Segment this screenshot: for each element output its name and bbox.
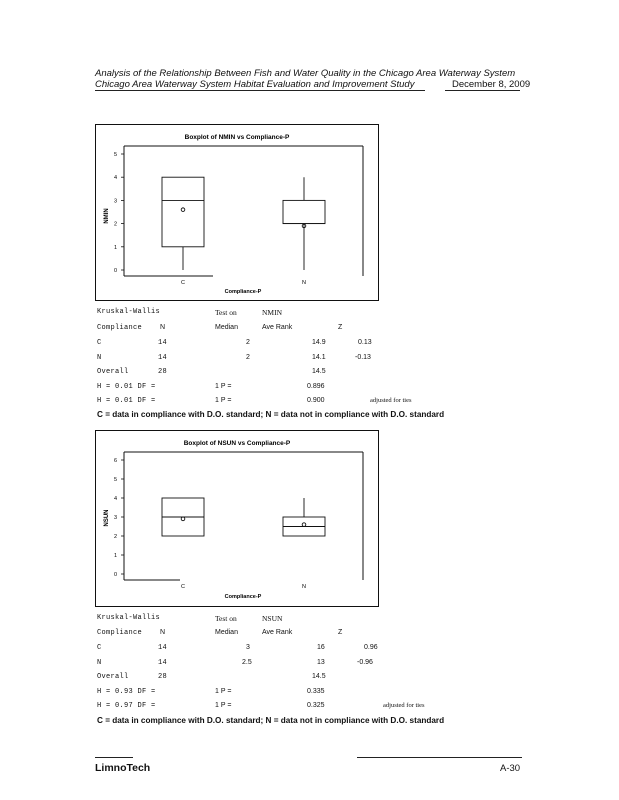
y-tick-label: 2 [113,534,117,540]
footer-page-number: A-30 [500,763,521,774]
y-tick-label: 4 [113,496,117,502]
row-rank: 14.5 [312,368,326,375]
section-nmin [95,124,380,302]
x-axis-label: Compliance-P [224,289,262,295]
y-tick-label: 6 [113,458,117,464]
header-subtitle: Chicago Area Waterway System Habitat Evaluation and Improvement Study [95,79,415,90]
x-category-label: C [181,584,185,590]
row-n: 14 [158,659,168,667]
row-label: C [97,644,102,652]
col-n: N [160,629,166,636]
y-tick-label: 1 [113,553,117,559]
row-z: 0.13 [358,339,372,346]
boxes [124,146,363,276]
section-nsun [95,430,380,608]
stat-p2-value: 0.900 [307,397,325,404]
x-category-label: N [302,280,306,286]
test-title: Kruskal-Wallis [97,308,161,316]
col-n: N [160,324,166,331]
y-ticks [114,152,124,274]
test-on-label: Test on [215,308,237,317]
row-median: 2.5 [242,659,252,666]
nmin-boxplot [95,124,380,302]
row-rank: 13 [317,659,325,666]
row-n: 28 [158,673,168,681]
x-category-label: C [181,280,185,286]
y-tick-label: 5 [113,477,117,483]
adjusted-note: adjusted for ties [370,397,412,404]
mean-marker-N [302,523,306,527]
row-n: 14 [158,644,168,652]
y-tick-label: 5 [113,152,117,158]
col-ave-rank: Ave Rank [262,629,293,636]
row-rank: 14.1 [312,354,326,361]
box-C [162,177,204,247]
y-tick-label: 1 [113,244,117,251]
header-title: Analysis of the Relationship Between Fish and Water Quality in the Chicago Area Waterway System [95,68,516,79]
footer-rule-left [95,757,133,758]
row-rank: 14.9 [312,339,326,346]
adjusted-note: adjusted for ties [383,702,425,709]
y-tick-label: 3 [113,515,117,521]
boxes [124,452,363,580]
row-label: Overall [97,673,129,681]
row-z: 0.96 [364,644,378,651]
x-category-label: N [302,584,306,590]
test-variable: NMIN [262,308,282,317]
stat-p1-value: 0.896 [307,383,325,390]
y-tick-label: 0 [113,572,117,578]
stat-h1: H = 0.01 DF = [97,383,156,391]
stat-p2-label: 1 P = [215,397,232,404]
y-tick-label: 4 [113,175,117,182]
col-compliance: Compliance [97,324,143,332]
footer-rule-right [357,757,522,758]
y-tick-label: 3 [113,198,117,205]
footer-company: LimnoTech [95,762,151,774]
stat-h1: H = 0.93 DF = [97,688,156,696]
header-rule-left [95,90,425,91]
col-median: Median [215,629,238,636]
y-axis-label: NSUN [104,509,110,527]
row-n: 14 [158,354,168,362]
col-compliance: Compliance [97,629,143,637]
test-on-label: Test on [215,614,237,623]
stat-p1-value: 0.335 [307,688,325,695]
nsun-boxplot [95,430,380,608]
row-label: Overall [97,368,129,376]
col-z: Z [338,324,343,331]
col-ave-rank: Ave Rank [262,324,293,331]
stat-h2: H = 0.01 DF = [97,397,156,405]
col-median: Median [215,324,238,331]
caption-nmin: C = data in compliance with D.O. standard; N = data not in compliance with D.O. standard [97,410,445,419]
row-n: 14 [158,339,168,347]
row-z: -0.96 [357,659,373,666]
row-z: -0.13 [355,354,371,361]
test-title: Kruskal-Wallis [97,614,161,622]
header-rule-right [445,90,520,91]
y-tick-label: 2 [113,221,117,228]
caption-nsun: C = data in compliance with D.O. standard; N = data not in compliance with D.O. standard [97,716,445,725]
x-categories [181,280,306,286]
stat-p2-label: 1 P = [215,702,232,709]
y-ticks [114,458,124,578]
mean-marker-C [181,208,185,212]
row-rank: 14.5 [312,673,326,680]
x-axis-label: Compliance-P [224,594,262,600]
mean-marker-C [181,517,185,521]
plot-title: Boxplot of NMIN vs Compliance-P [184,134,290,141]
header-date: December 8, 2009 [452,79,531,90]
stat-p1-label: 1 P = [215,688,232,695]
stat-h2: H = 0.97 DF = [97,702,156,710]
box-N [283,200,325,223]
row-rank: 16 [317,644,325,651]
stat-p2-value: 0.325 [307,702,325,709]
plot-frame [96,125,379,301]
row-label: C [97,339,102,347]
plot-title: Boxplot of NSUN vs Compliance-P [183,440,291,447]
x-categories [181,584,306,590]
row-label: N [97,659,102,667]
col-z: Z [338,629,343,636]
y-tick-label: 0 [113,268,117,274]
test-variable: NSUN [262,614,283,623]
row-label: N [97,354,102,362]
row-median: 3 [246,644,250,651]
y-axis-label: NMIN [104,208,110,224]
row-median: 2 [246,339,250,346]
stat-p1-label: 1 P = [215,383,232,390]
row-median: 2 [246,354,250,361]
row-n: 28 [158,368,168,376]
